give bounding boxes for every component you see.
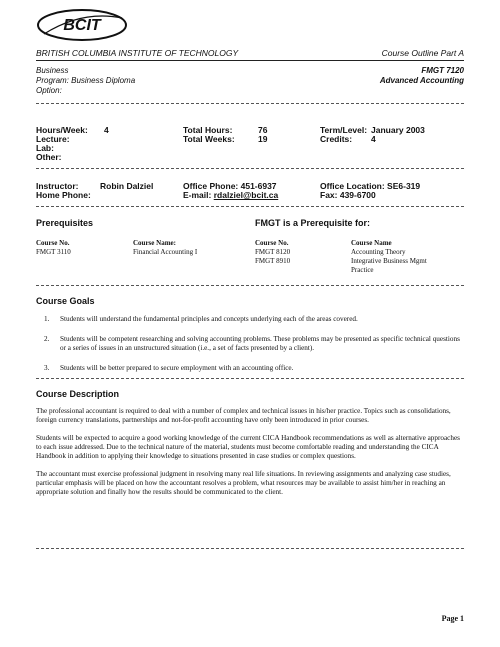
prerequisites-title: Prerequisites	[36, 218, 94, 228]
description-paragraph: The accountant must exercise professional judgment in resolving many real life situations. In reviewing assignments and analyzing case studies, particular emphasis will be placed on how the accountant resolves a problem, what resources may be available to assist him/her in reaching an appropriate solution and finally how the results should be communicated to the client.	[36, 470, 451, 496]
divider	[36, 285, 464, 286]
fax-number: Fax: 439-6700	[320, 190, 376, 200]
course-code: FMGT 7120	[421, 66, 464, 75]
divider	[36, 378, 464, 379]
institution-name: BRITISH COLUMBIA INSTITUTE OF TECHNOLOGY	[36, 48, 239, 58]
course-goals-title: Course Goals	[36, 296, 95, 306]
next-course-no: FMGT 8120	[255, 248, 291, 256]
email-label: E-mail:	[183, 190, 212, 200]
course-no-header: Course No.	[255, 239, 289, 247]
hours-week-value: 4	[104, 125, 109, 135]
lab-label: Lab:	[36, 143, 54, 153]
course-title: Advanced Accounting	[379, 76, 464, 85]
lecture-label: Lecture:	[36, 134, 70, 144]
term-label: Term/Level:	[320, 125, 368, 135]
credits-label: Credits:	[320, 134, 353, 144]
goal-item: 3. Students will be better prepared to secure employment with an accounting office.	[44, 364, 294, 372]
prereq-course-name: Financial Accounting I	[133, 248, 198, 256]
next-course-no: FMGT 8910	[255, 257, 291, 265]
office-location: Office Location: SE6-319	[320, 181, 421, 191]
divider	[36, 168, 464, 169]
total-hours-label: Total Hours:	[183, 125, 233, 135]
divider	[36, 206, 464, 207]
total-hours-value: 76	[258, 125, 268, 135]
svg-text:BCIT: BCIT	[63, 17, 101, 34]
school-name: Business	[36, 66, 69, 75]
description-paragraph: The professional accountant is required to deal with a number of complex and technical issues in his/her practice. Topics such as consolidations, foreign currency translations, partnerships and not-for-profit accounting have only been introduced in prior courses.	[36, 407, 451, 424]
home-phone-label: Home Phone:	[36, 190, 91, 200]
course-name-header: Course Name	[351, 239, 392, 247]
course-name-header: Course Name:	[133, 239, 176, 247]
description-paragraph: Students will be expected to acquire a good working knowledge of the current CICA Handbook recommendations as well as alternative approaches to each issue addressed. Due to the technical nature of the material, students must become comfortable reading and understanding the CICA Handbook in addition to applying their knowledge to situations presented in case studies or complex questions.	[36, 434, 460, 460]
total-weeks-value: 19	[258, 134, 268, 144]
total-weeks-label: Total Weeks:	[183, 134, 235, 144]
header-rule	[36, 60, 464, 61]
term-value: January 2003	[371, 125, 425, 135]
goal-item: 1. Students will understand the fundamental principles and concepts underlying each of the areas covered.	[44, 315, 358, 323]
prerequisite-for-title: FMGT is a Prerequisite for:	[255, 218, 371, 228]
instructor-label: Instructor:	[36, 181, 79, 191]
other-label: Other:	[36, 152, 62, 162]
credits-value: 4	[371, 134, 376, 144]
course-goals-list	[44, 315, 462, 384]
email-link[interactable]: rdalziel@bcit.ca	[213, 190, 279, 200]
course-description-title: Course Description	[36, 389, 120, 399]
page-number: Page 1	[441, 614, 464, 623]
divider	[36, 103, 464, 104]
office-phone: Office Phone: 451-6937	[183, 181, 277, 191]
instructor-name: Robin Dalziel	[100, 181, 154, 191]
course-no-header: Course No.	[36, 239, 70, 247]
course-description-text	[36, 407, 464, 506]
option-label: Option:	[36, 86, 62, 95]
next-course-name: Accounting Theory	[351, 248, 406, 256]
divider	[36, 548, 464, 549]
next-course-name: Integrative Business Mgmt Practice	[351, 257, 427, 274]
bcit-logo	[36, 8, 128, 42]
prereq-course-no: FMGT 3110	[36, 248, 71, 256]
document-type: Course Outline Part A	[381, 48, 464, 58]
goal-item: 2. Students will be competent researching and solving accounting problems. These problems may be presented as specific technical questions or a series of issues in an unstructured situation (i.e., a set of facts presented by a client).	[44, 335, 460, 352]
hours-week-label: Hours/Week:	[36, 125, 88, 135]
program-name: Program: Business Diploma	[36, 76, 136, 85]
